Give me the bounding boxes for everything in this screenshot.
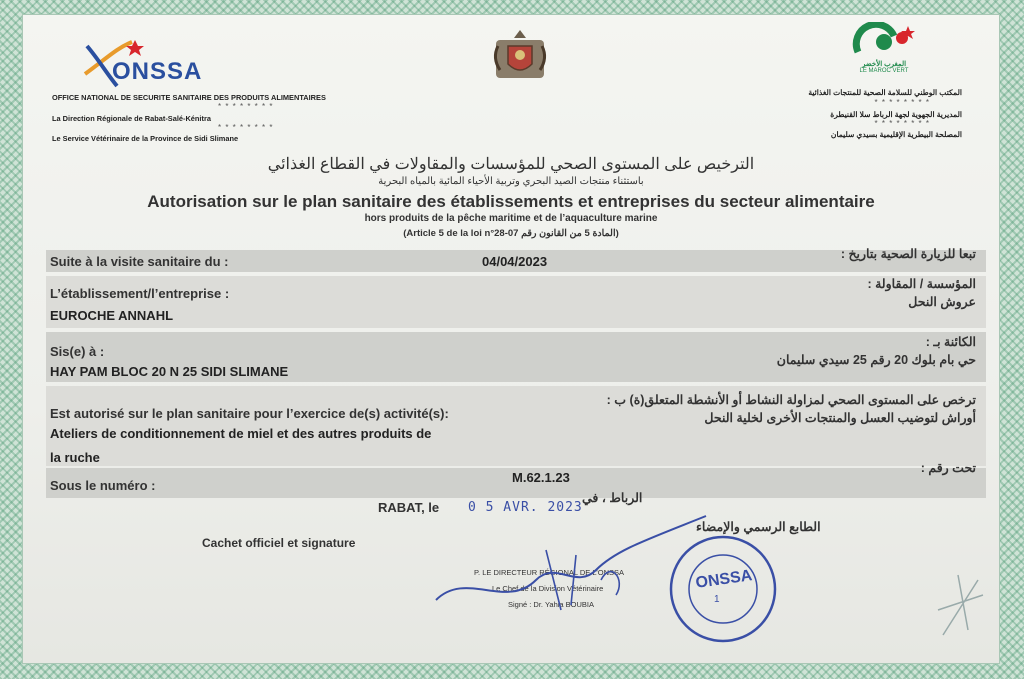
activity-label-ar: ترخص على المستوى الصحي لمزاولة النشاط أو الأنشطة المتعلق(ة) ب : [606, 393, 976, 407]
office-name: OFFICE NATIONAL DE SECURITE SANITAIRE DES PRODUITS ALIMENTAIRES [52, 93, 326, 102]
certificate-paper [22, 14, 1000, 664]
date-stamp: 0 5 AVR. 2023 [468, 500, 583, 515]
address-label: Sis(e) à : [50, 344, 105, 359]
establishment-label: L’établissement/l’entreprise : [50, 286, 230, 301]
separator-dots: * * * * * * * * [218, 102, 274, 111]
activity-value-ar: أوراش لتوضيب العسل والمنتجات الأخرى لخلية النحل [704, 411, 976, 425]
visit-label: Suite à la visite sanitaire du : [50, 254, 229, 269]
article-reference: (Article 5 de la loi n°28-07 المادة 5 من القانون رقم) [403, 228, 619, 239]
regional-direction-ar: المديرية الجهوية لجهة الرباط سلا القنيطرة [830, 110, 962, 119]
title-fr: Autorisation sur le plan sanitaire des établissements et entreprises du secteur alimentaire [147, 192, 875, 211]
address-value-ar: حي بام بلوك 20 رقم 25 سيدي سليمان [776, 353, 976, 367]
signatory-line1: P. LE DIRECTEUR RÉGIONAL DE L’ONSSA [474, 568, 625, 577]
separator-dots: * * * * * * * * [874, 98, 930, 107]
signatory-line3: Signé : Dr. Yahia BOUBIA [508, 600, 595, 609]
visit-date: 04/04/2023 [482, 254, 548, 269]
establishment-value: EUROCHE ANNAHL [50, 308, 174, 323]
subtitle-fr: hors produits de la pêche maritime et de l’aquaculture marine [364, 213, 658, 224]
signatory-line2: Le Chef de la Division Vétérinaire [492, 584, 604, 593]
separator-dots: * * * * * * * * [874, 119, 930, 128]
activity-value-line2: la ruche [50, 450, 100, 465]
separator-dots: * * * * * * * * [218, 123, 274, 132]
address-value: HAY PAM BLOC 20 N 25 SIDI SLIMANE [50, 364, 289, 379]
stamp-text: ONSSA [694, 567, 754, 592]
number-label-ar: تحت رقم : [920, 461, 976, 475]
row-establishment [46, 276, 986, 328]
office-name-ar: المكتب الوطني للسلامة الصحية للمنتجات الغذائية [808, 88, 962, 97]
visit-label-ar: تبعا للزيارة الصحية بتاريخ : [840, 247, 976, 261]
onssa-logo-text: ONSSA [112, 58, 203, 85]
subtitle-ar: باستثناء منتجات الصيد البحري وتربية الأحياء المائية بالمياه البحرية [378, 176, 644, 187]
stamp-number: 1 [714, 594, 720, 605]
address-label-ar: الكائنة بـ : [925, 335, 976, 349]
fields-table [46, 246, 986, 501]
vet-service-ar: المصلحة البيطرية الإقليمية بسيدي سليمان [830, 130, 962, 139]
regional-direction: La Direction Régionale de Rabat-Salé-Kénitra [52, 114, 211, 123]
place-ar: الرباط ، في [582, 491, 643, 505]
maroc-vert-ar: المغرب الأخضر [861, 61, 907, 68]
cachet-label-ar: الطابع الرسمي والإمضاء [696, 520, 821, 534]
establishment-value-ar: عروش النحل [908, 295, 976, 309]
coat-of-arms-icon [490, 24, 550, 84]
vet-service: Le Service Vétérinaire de la Province de Sidi Slimane [52, 134, 239, 143]
number-label: Sous le numéro : [50, 478, 156, 493]
watermark-star-icon [928, 570, 988, 640]
activity-label: Est autorisé sur le plan sanitaire pour l’exercice de(s) activité(s): [50, 406, 449, 421]
establishment-label-ar: المؤسسة / المقاولة : [867, 277, 976, 291]
cachet-label-fr: Cachet officiel et signature [202, 536, 356, 550]
authorization-number: M.62.1.23 [512, 470, 570, 485]
maroc-vert-caption: LE MAROC VERT [859, 68, 909, 74]
title-ar: الترخيص على المستوى الصحي للمؤسسات والمقاولات في القطاع الغذائي [267, 156, 755, 173]
activity-value-line1: Ateliers de conditionnement de miel et des autres produits de [50, 426, 432, 441]
place-fr: RABAT, le [378, 500, 440, 515]
